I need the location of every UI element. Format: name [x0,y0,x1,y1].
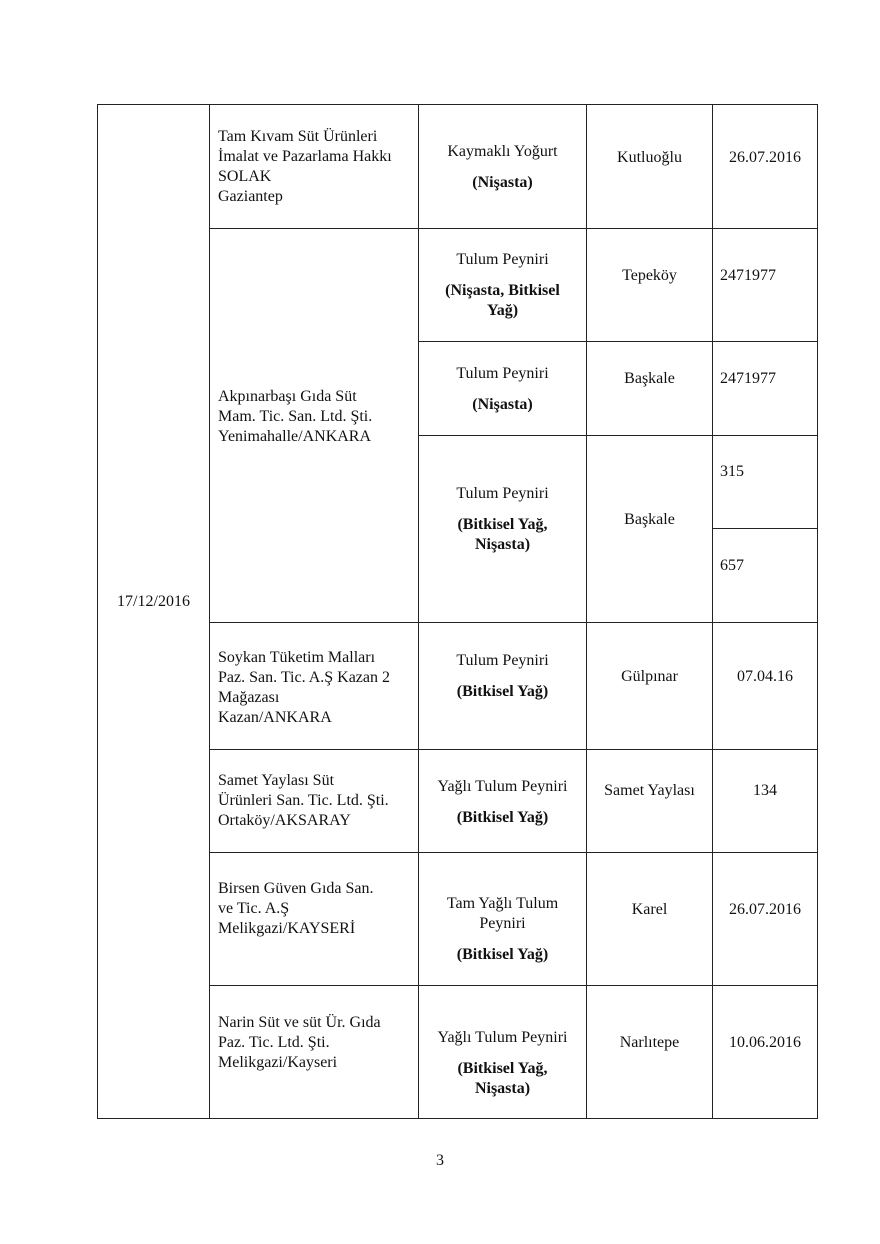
brand-cell: Başkale [624,370,675,387]
product-cell: Kaymaklı Yoğurt (Nişasta) [447,143,558,191]
brand-cell: Tepeköy [622,267,677,284]
product-cell: Yağlı Tulum Peyniri (Bitkisel Yağ, Nişasta) [437,1029,568,1097]
brand-cell: Samet Yaylası [604,782,695,799]
company-cell: Birsen Güven Gıda San. ve Tic. A.Ş Melikgazi/KAYSERİ [218,880,374,937]
product-cell: Tam Yağlı Tulum Peyniri (Bitkisel Yağ) [446,895,559,963]
lot-cell: 657 [720,557,744,574]
brand-cell: Başkale [624,511,675,528]
brand-cell: Kutluoğlu [617,149,682,166]
product-cell: Tulum Peyniri (Bitkisel Yağ) [456,652,549,700]
company-cell: Samet Yaylası Süt Ürünleri San. Tic. Ltd. Şti. Ortaköy/AKSARAY [218,772,389,829]
product-cell: Tulum Peyniri (Bitkisel Yağ, Nişasta) [456,485,549,553]
lot-cell: 2471977 [720,267,776,284]
product-cell: Yağlı Tulum Peyniri (Bitkisel Yağ) [437,778,568,826]
date-cell: 17/12/2016 [117,593,190,610]
lot-cell: 07.04.16 [737,668,793,685]
lot-cell: 134 [753,782,777,799]
company-cell: Akpınarbaşı Gıda Süt Mam. Tic. San. Ltd. Şti. Yenimahalle/ANKARA [218,388,373,445]
lot-cell: 26.07.2016 [729,149,801,166]
lot-cell: 2471977 [720,370,776,387]
lot-cell: 315 [720,463,744,480]
brand-cell: Gülpınar [621,668,678,685]
lot-cell: 10.06.2016 [729,1034,801,1051]
brand-cell: Narlıtepe [619,1034,680,1051]
brand-cell: Karel [631,901,668,918]
product-cell: Tulum Peyniri (Nişasta) [456,365,549,413]
company-cell: Soykan Tüketim Malları Paz. San. Tic. A.Ş Kazan 2 Mağazası Kazan/ANKARA [218,649,390,726]
page-number: 3 [436,1152,444,1169]
company-cell: Tam Kıvam Süt Ürünleri İmalat ve Pazarlama Hakkı SOLAK Gaziantep [218,128,392,205]
lot-cell: 26.07.2016 [729,901,801,918]
product-cell: Tulum Peyniri (Nişasta, Bitkisel Yağ) [445,251,560,319]
company-cell: Narin Süt ve süt Ür. Gıda Paz. Tic. Ltd. Şti. Melikgazi/Kayseri [218,1014,381,1071]
